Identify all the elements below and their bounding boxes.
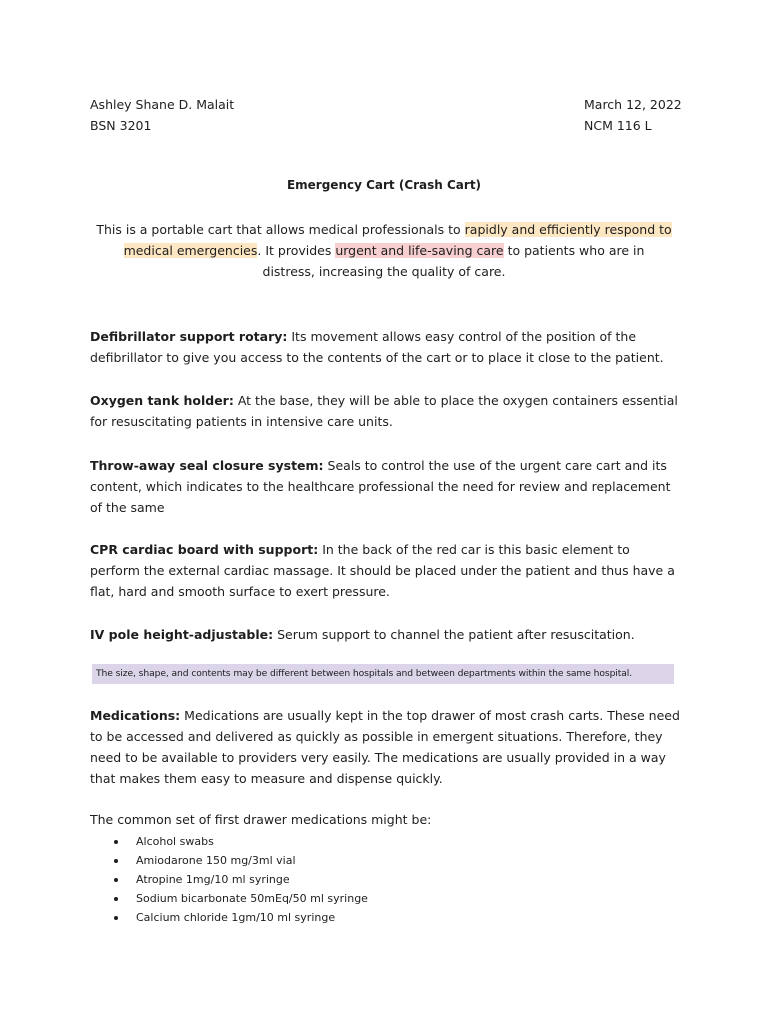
section-iv-pole <box>90 624 680 645</box>
list-item-text: Calcium chloride 1gm/10 ml syringe <box>136 911 336 924</box>
course-code: NCM 116 L <box>584 118 652 133</box>
section-term: CPR cardiac board with support: <box>90 542 319 557</box>
intro-text-2: . It provides <box>257 243 336 258</box>
section-term: Defibrillator support rotary: <box>90 329 288 344</box>
list-item-text: Alcohol swabs <box>136 835 214 848</box>
section-text: Medications are usually kept in the top drawer of most crash carts. These need to be accessed and delivered as quickly as possible in emergent situations. Therefore, they need to be available to providers very easily. The medications are usually provided in a way that makes them easy to measure and dispense quickly. <box>90 708 680 786</box>
section-term: Throw-away seal closure system: <box>90 458 324 473</box>
intro-text-3: to patients who are in distress, increasing the quality of care. <box>262 243 645 279</box>
author-name: Ashley Shane D. Malait <box>90 97 235 112</box>
list-item <box>90 832 368 851</box>
bullet-icon <box>114 878 118 882</box>
section-term: Oxygen tank holder: <box>90 393 234 408</box>
list-item-text: Amiodarone 150 mg/3ml vial <box>136 854 296 867</box>
header-right <box>584 94 682 136</box>
section-oxygen-tank <box>90 390 680 432</box>
section-defibrillator <box>90 326 680 368</box>
bullet-icon <box>114 916 118 920</box>
bullet-icon <box>114 840 118 844</box>
list-item <box>90 889 368 908</box>
list-item-text: Atropine 1mg/10 ml syringe <box>136 873 290 886</box>
section-medications <box>90 705 680 789</box>
section-term: Medications: <box>90 708 181 723</box>
intro-paragraph <box>96 219 672 282</box>
list-intro: The common set of first drawer medications might be: <box>90 812 432 827</box>
list-item <box>90 851 368 870</box>
author-section: BSN 3201 <box>90 118 152 133</box>
list-item <box>90 908 368 927</box>
intro-text-1: This is a portable cart that allows medical professionals to <box>96 222 465 237</box>
header-left <box>90 94 234 136</box>
medication-list <box>90 832 368 927</box>
bullet-icon <box>114 897 118 901</box>
bullet-icon <box>114 859 118 863</box>
document-title: Emergency Cart (Crash Cart) <box>286 178 482 192</box>
section-text: In the back of the red car is this basic element to perform the external cardiac massage. It should be placed under the patient and thus have a flat, hard and smooth surface to exert pressure. <box>90 542 675 599</box>
highlighted-note: The size, shape, and contents may be different between hospitals and between departments within the same hospital. <box>92 664 674 684</box>
section-text: Serum support to channel the patient after resuscitation. <box>273 627 635 642</box>
list-item <box>90 870 368 889</box>
section-seal-closure <box>90 455 680 518</box>
document-date: March 12, 2022 <box>584 97 682 112</box>
section-text: Seals to control the use of the urgent care cart and its content, which indicates to the healthcare professional the need for review and replacement of the same <box>90 458 671 515</box>
intro-highlight-yellow: rapidly and efficiently respond to medical emergencies <box>123 222 672 258</box>
section-term: IV pole height-adjustable: <box>90 627 274 642</box>
section-text: At the base, they will be able to place the oxygen containers essential for resuscitating patients in intensive care units. <box>90 393 678 429</box>
list-item-text: Sodium bicarbonate 50mEq/50 ml syringe <box>136 892 368 905</box>
section-cpr-board <box>90 539 680 602</box>
intro-highlight-pink: urgent and life-saving care <box>335 243 504 258</box>
section-text: Its movement allows easy control of the position of the defibrillator to give you access to the contents of the cart or to place it close to the patient. <box>90 329 664 365</box>
